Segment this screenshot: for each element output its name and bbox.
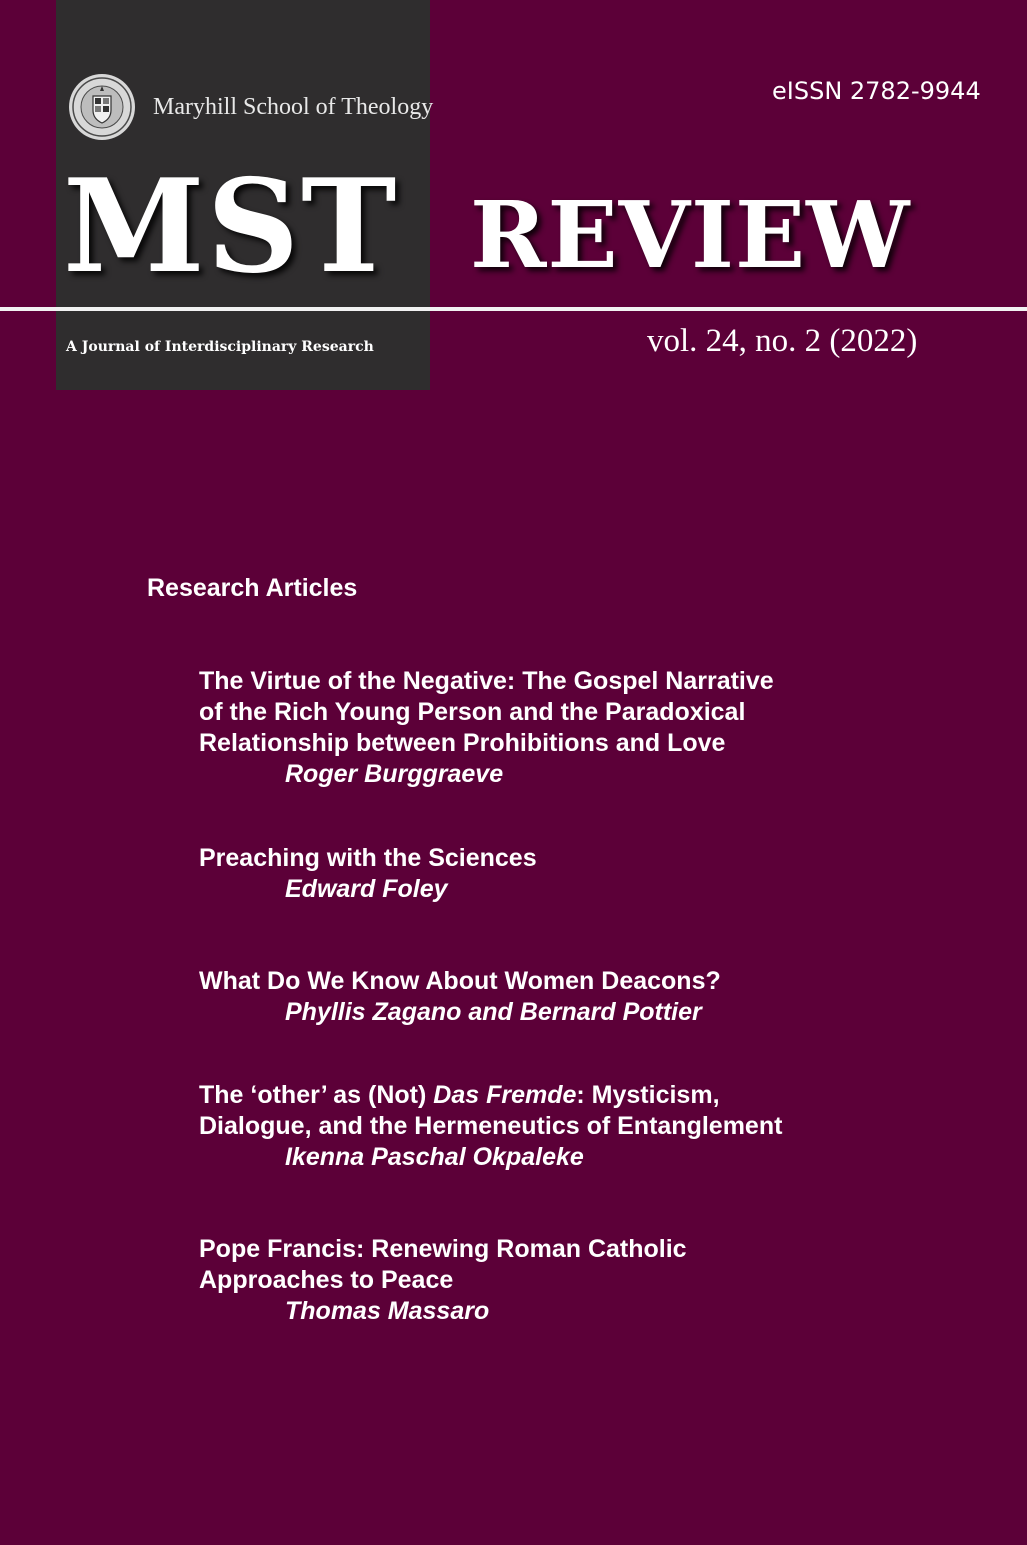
journal-tagline: A Journal of Interdisciplinary Research [66, 339, 374, 355]
section-heading: Research Articles [147, 574, 358, 602]
article-entry [199, 1234, 879, 1327]
school-name: Maryhill School of Theology [153, 94, 434, 120]
article-author: Thomas Massaro [285, 1297, 490, 1325]
journal-title-review: REVIEW [470, 181, 911, 289]
article-author: Ikenna Paschal Okpaleke [285, 1143, 584, 1171]
article-title: Pope Francis: Renewing Roman Catholic Approaches to Peace [199, 1235, 687, 1294]
article-title: What Do We Know About Women Deacons? [199, 967, 721, 995]
article-title: The Virtue of the Negative: The Gospel Narrative of the Rich Young Person and the Paradoxical Relationship between Prohibitions and Love [199, 667, 774, 757]
article-entry [199, 843, 879, 905]
article-author: Phyllis Zagano and Bernard Pottier [285, 998, 702, 1026]
article-entry [199, 666, 879, 790]
school-seal-icon [67, 72, 137, 142]
article-entry [199, 966, 879, 1028]
article-author: Roger Burggraeve [285, 760, 504, 788]
article-entry [199, 1080, 879, 1173]
header-divider [0, 307, 1027, 311]
journal-title-mst: MST [63, 152, 399, 302]
article-title: Preaching with the Sciences [199, 844, 537, 872]
article-title: The ‘other’ as (Not) Das Fremde: Mysticism, Dialogue, and the Hermeneutics of Entanglement [199, 1081, 783, 1140]
article-author: Edward Foley [285, 875, 448, 903]
volume-issue: vol. 24, no. 2 (2022) [647, 323, 918, 359]
eissn-label: eISSN 2782-9944 [772, 77, 981, 105]
